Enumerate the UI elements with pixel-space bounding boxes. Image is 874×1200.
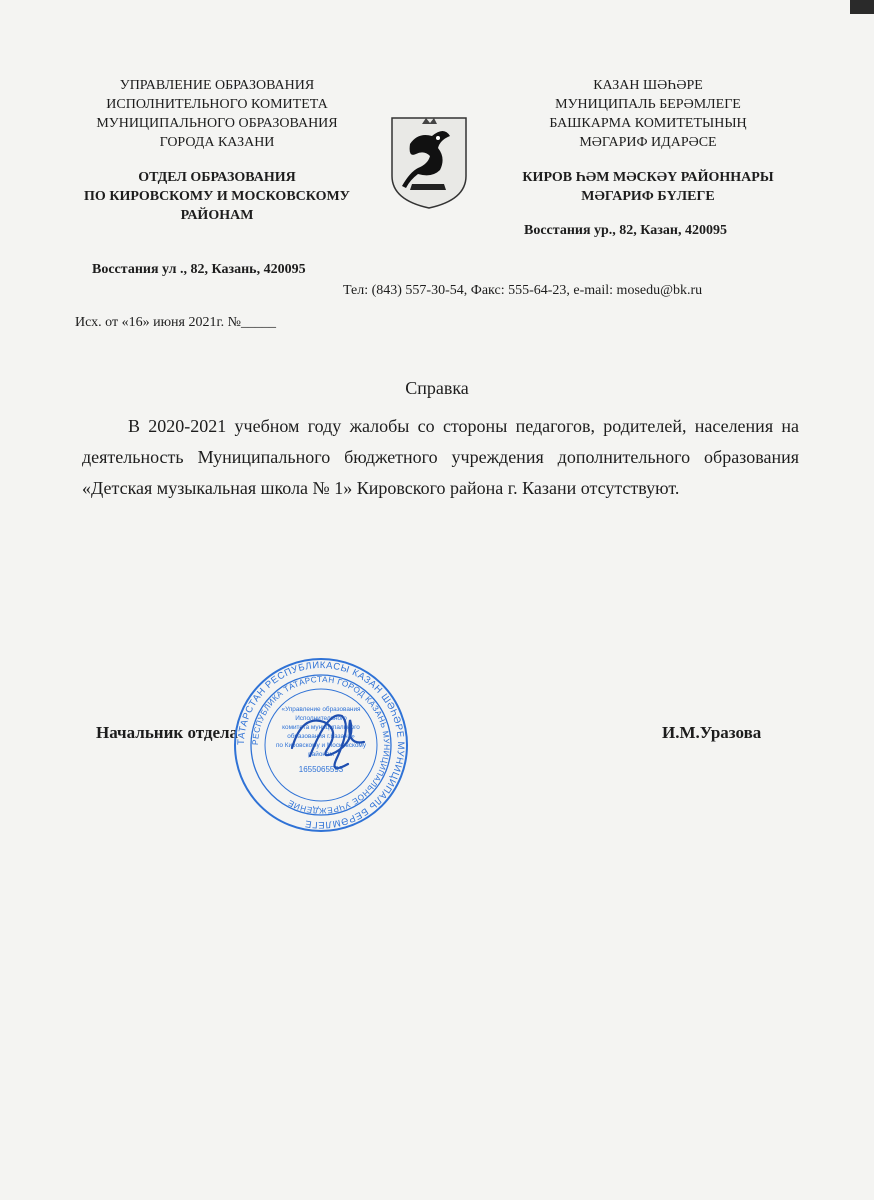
- contacts-line: Тел: (843) 557-30-54, Факс: 555-64-23, e-mail: mosedu@bk.ru: [343, 283, 703, 298]
- stamp-center-line: по Кировскому и Московскому: [275, 742, 367, 749]
- left-dept-line: ОТДЕЛ ОБРАЗОВАНИЯ: [138, 170, 296, 185]
- kazan-coat-of-arms-icon: [388, 114, 470, 210]
- right-dept-line: МӘГАРИФ БҮЛЕГЕ: [581, 189, 715, 204]
- official-stamp: [232, 656, 410, 834]
- stamp-inner-text: РЕСПУБЛИКА ТАТАРСТАН ГОРОД КАЗАНЬ МУНИЦИПАЛЬНОЕ УЧРЕЖДЕНИЕ: [250, 674, 392, 816]
- right-dept-line: КИРОВ ҺӘМ МӘСКӘҮ РАЙОННАРЫ: [522, 170, 774, 185]
- left-header-line: МУНИЦИПАЛЬНОГО ОБРАЗОВАНИЯ: [96, 116, 338, 131]
- stamp-center-line: образования г.Казани»: [287, 733, 355, 740]
- left-header-line: ИСПОЛНИТЕЛЬНОГО КОМИТЕТА: [106, 97, 328, 112]
- left-header: [52, 76, 382, 225]
- left-header-line: ГОРОДА КАЗАНИ: [159, 135, 275, 150]
- left-header-line: УПРАВЛЕНИЕ ОБРАЗОВАНИЯ: [119, 78, 315, 93]
- stamp-outer-text: ТАТАРСТАН РЕСПУБЛИКАСЫ КАЗАН ШӘҺӘРЕ МУНИЦИПАЛЬ БЕРӘМЛЕГЕ: [235, 659, 407, 831]
- stamp-center-line: «Управление образования: [281, 706, 361, 713]
- right-header-line: КАЗАН ШӘҺӘРЕ: [593, 78, 703, 93]
- signatory-position: Начальник отдела: [96, 723, 239, 742]
- stamp-center-line: районам: [308, 751, 334, 758]
- signatory-name: И.М.Уразова: [662, 723, 762, 742]
- left-address: Восстания ул ., 82, Казань, 420095: [92, 262, 306, 277]
- right-header-line: МУНИЦИПАЛЬ БЕРӘМЛЕГЕ: [555, 97, 741, 112]
- stamp-center-line: комитета муниципального: [282, 724, 360, 731]
- left-dept-line: ПО КИРОВСКОМУ И МОСКОВСКОМУ: [84, 189, 350, 204]
- right-header: [478, 76, 818, 206]
- right-header-line: МӘГАРИФ ИДАРӘСЕ: [579, 135, 717, 150]
- document-title: Справка: [405, 378, 469, 398]
- outgoing-number: Исх. от «16» июня 2021г. №_____: [75, 315, 276, 330]
- stamp-number: 1655065593: [298, 765, 344, 774]
- document-body: В 2020-2021 учебном году жалобы со стороны педагогов, родителей, населения на деятельность Муниципального бюджетного учреждения дополнительного образования «Детская музыкальная школа № 1» Кировского района г. Казани отсутствуют.: [82, 416, 799, 498]
- scan-corner-mark: [850, 0, 874, 14]
- left-dept-line: РАЙОНАМ: [180, 208, 254, 223]
- right-address: Восстания ур., 82, Казан, 420095: [524, 223, 727, 238]
- stamp-center-line: Исполнительного: [295, 715, 347, 722]
- right-header-line: БАШКАРМА КОМИТЕТЫНЫҢ: [549, 116, 747, 131]
